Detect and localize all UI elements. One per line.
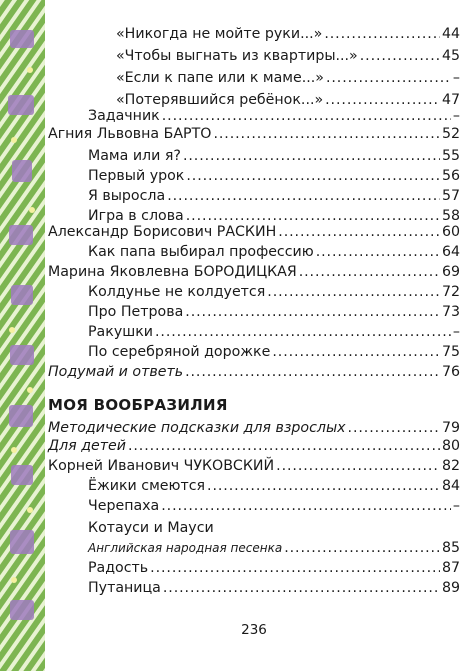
toc-entry-title: Методические подсказки для взрослых — [48, 420, 346, 436]
toc-entry — [88, 342, 460, 362]
toc-entry-page: 75 — [441, 344, 460, 360]
toc-entry-title: Путаница — [88, 580, 161, 596]
toc-entry-page: 57 — [441, 188, 460, 204]
toc-entry — [88, 538, 460, 558]
toc-entry — [48, 456, 460, 476]
toc-entry-page: – — [452, 498, 460, 514]
toc-leader-dots — [186, 166, 440, 186]
toc-entry — [88, 302, 460, 322]
toc-entry-title: Игра в слова — [88, 208, 184, 224]
toc-entry-title: Английская народная песенка — [88, 541, 283, 555]
toc-entry — [88, 518, 460, 538]
toc-entry — [88, 166, 460, 186]
toc-entry — [88, 578, 460, 598]
toc-entry-title: Подумай и ответь — [48, 364, 184, 380]
toc-entry-page: 56 — [441, 168, 460, 184]
toc-leader-dots — [185, 362, 440, 382]
toc-entry-page: 58 — [441, 208, 460, 224]
toc-entry-title: Я выросла — [88, 188, 166, 204]
toc-entry-title: Про Петрова — [88, 304, 184, 320]
toc-entry — [48, 418, 460, 438]
toc-entry-page: 80 — [441, 438, 460, 454]
toc-entry-title: «Если к папе или к маме...» — [116, 70, 324, 86]
toc-leader-dots — [185, 302, 440, 322]
toc-entry-title: «Никогда не мойте руки...» — [116, 26, 323, 42]
toc-entry — [48, 124, 460, 144]
toc-entry-title: «Потерявшийся ребёнок...» — [116, 92, 324, 108]
toc-leader-dots — [161, 496, 451, 516]
toc-entry-title: Мама или я? — [88, 148, 181, 164]
section-heading: МОЯ ВООБРАЗИЛИЯ — [48, 396, 228, 414]
toc-leader-dots — [278, 222, 440, 242]
toc-entry-title: По серебряной дорожке — [88, 344, 271, 360]
toc-entry-page: 89 — [441, 580, 460, 596]
toc-entry-page: – — [452, 70, 460, 86]
toc-entry — [88, 242, 460, 262]
toc-leader-dots — [272, 342, 440, 362]
toc-entry-title: Радость — [88, 560, 149, 576]
toc-entry — [48, 436, 460, 456]
toc-entry — [116, 24, 460, 44]
toc-entry — [88, 476, 460, 496]
toc-entry-page: 44 — [441, 26, 460, 42]
toc-entry-page: 82 — [441, 458, 460, 474]
toc-leader-dots — [155, 322, 451, 342]
toc-entry-title: Агния Львовна БАРТО — [48, 126, 212, 142]
table-of-contents — [48, 0, 460, 671]
toc-entry-page: 45 — [441, 48, 460, 64]
toc-entry-page: 72 — [441, 284, 460, 300]
toc-entry-page: 73 — [441, 304, 460, 320]
toc-entry — [48, 362, 460, 382]
toc-leader-dots — [324, 24, 440, 44]
toc-entry — [116, 46, 460, 66]
toc-leader-dots — [150, 558, 440, 578]
toc-leader-dots — [284, 538, 440, 558]
toc-leader-dots — [163, 578, 440, 598]
toc-leader-dots — [167, 186, 440, 206]
toc-entry-page: 47 — [441, 92, 460, 108]
toc-entry-page: 60 — [441, 224, 460, 240]
toc-leader-dots — [183, 146, 440, 166]
toc-entry-page: 79 — [441, 420, 460, 436]
toc-leader-dots — [299, 262, 440, 282]
toc-entry-title: Задачник — [88, 108, 160, 124]
toc-leader-dots — [128, 436, 440, 456]
toc-leader-dots — [360, 46, 440, 66]
toc-entry-page: 85 — [441, 540, 460, 556]
toc-entry — [116, 68, 460, 88]
toc-entry-page: 64 — [441, 244, 460, 260]
toc-entry-title: Марина Яковлевна БОРОДИЦКАЯ — [48, 264, 297, 280]
toc-entry — [88, 322, 460, 342]
toc-entry-title: Для детей — [48, 438, 126, 454]
page-number: 236 — [241, 622, 267, 638]
toc-entry — [88, 558, 460, 578]
toc-leader-dots — [326, 68, 451, 88]
toc-entry — [88, 186, 460, 206]
toc-entry-title: Ёжики смеются — [88, 478, 206, 494]
toc-leader-dots — [213, 124, 439, 144]
toc-entry-title: «Чтобы выгнать из квартиры...» — [116, 48, 358, 64]
toc-leader-dots — [348, 418, 440, 438]
toc-entry-page: – — [452, 108, 460, 124]
toc-leader-dots — [276, 456, 440, 476]
toc-leader-dots — [316, 242, 440, 262]
toc-entry-page: – — [452, 324, 460, 340]
toc-entry — [88, 106, 460, 126]
toc-entry-page: 52 — [441, 126, 460, 142]
toc-entry-title: Корней Иванович ЧУКОВСКИЙ — [48, 458, 275, 474]
toc-entry — [48, 222, 460, 242]
toc-entry-title: Ракушки — [88, 324, 153, 340]
toc-entry-title: Котауси и Мауси — [88, 520, 214, 536]
toc-entry-title: Черепаха — [88, 498, 160, 514]
toc-entry-page: 84 — [441, 478, 460, 494]
toc-entry-title: Александр Борисович РАСКИН — [48, 224, 277, 240]
toc-entry-page: 87 — [441, 560, 460, 576]
toc-leader-dots — [207, 476, 440, 496]
toc-leader-dots — [267, 282, 440, 302]
toc-entry-page: 55 — [441, 148, 460, 164]
toc-entry — [88, 282, 460, 302]
toc-entry-page: 76 — [441, 364, 460, 380]
toc-entry-title: Колдунье не колдуется — [88, 284, 266, 300]
toc-entry-title: Как папа выбирал профессию — [88, 244, 314, 260]
toc-entry-title: Первый урок — [88, 168, 185, 184]
toc-entry — [88, 496, 460, 516]
toc-entry — [48, 262, 460, 282]
border-pattern — [0, 0, 45, 671]
toc-entry-page: 69 — [441, 264, 460, 280]
toc-leader-dots — [162, 106, 451, 126]
toc-entry — [88, 146, 460, 166]
decorative-border — [0, 0, 45, 671]
